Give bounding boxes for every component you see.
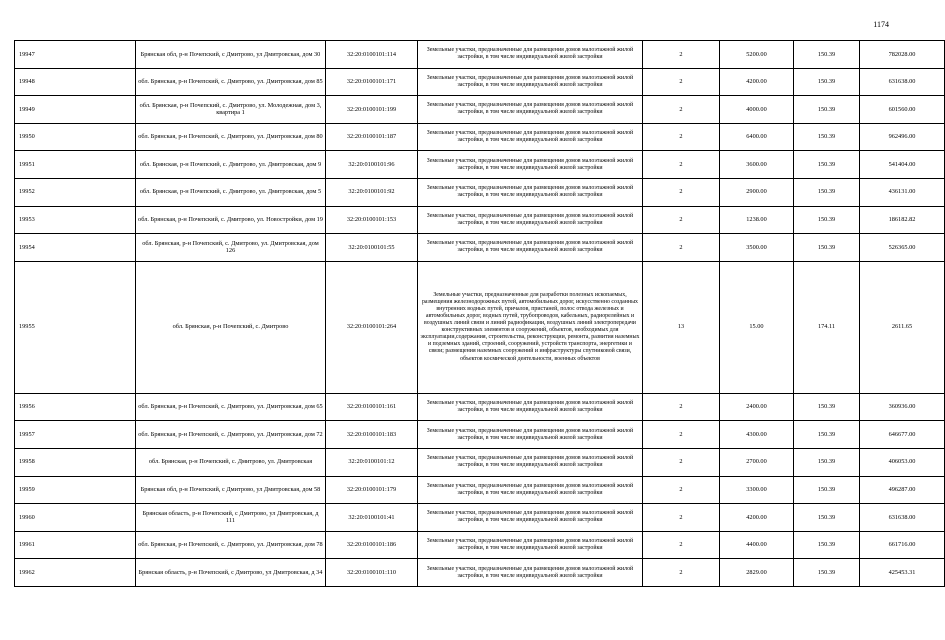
area-cell: 2700.00: [720, 448, 794, 476]
group-cell: 13: [643, 261, 720, 393]
group-cell: 2: [643, 393, 720, 421]
land-use-cell: Земельные участки, предназначенные для размещения домов малоэтажной жилой застройки, в том числе индивидуальной жилой застройки: [418, 123, 643, 151]
cadastral-value-cell: 186182.82: [860, 206, 945, 234]
cadastral-value-cell: 631638.00: [860, 68, 945, 96]
table-body: [15, 41, 945, 587]
land-use-cell: Земельные участки, предназначенные для размещения домов малоэтажной жилой застройки, в том числе индивидуальной жилой застройки: [418, 559, 643, 587]
address-cell: обл. Брянская, р-н Почепский, с. Дмитрово, ул. Дмитровская, дом 85: [136, 68, 326, 96]
land-use-cell: Земельные участки, предназначенные для размещения домов малоэтажной жилой застройки, в том числе индивидуальной жилой застройки: [418, 206, 643, 234]
table-row: [15, 68, 945, 96]
land-use-cell: Земельные участки, предназначенные для размещения домов малоэтажной жилой застройки, в том числе индивидуальной жилой застройки: [418, 476, 643, 504]
address-cell: Брянская обл, р-н Почепский, с Дмитрово, ул Дмитровская, дом 30: [136, 41, 326, 69]
group-cell: 2: [643, 206, 720, 234]
cadastral-value-cell: 646677.00: [860, 421, 945, 449]
cadastral-number-cell: 32:20:0100101:55: [326, 234, 418, 262]
area-cell: 5200.00: [720, 41, 794, 69]
address-cell: обл. Брянская, р-н Почепский, с. Дмитрово, ул. Молодежная, дом 3, квартира 1: [136, 96, 326, 124]
row-number-cell: 19952: [15, 178, 136, 206]
address-cell: обл. Брянская, р-н Почепский, с. Дмитрово, ул. Дмитровская, дом 78: [136, 531, 326, 559]
cadastral-value-cell: 631638.00: [860, 504, 945, 532]
specific-value-cell: 150.39: [794, 559, 860, 587]
group-cell: 2: [643, 123, 720, 151]
group-cell: 2: [643, 178, 720, 206]
cadastral-value-cell: 526365.00: [860, 234, 945, 262]
cadastral-number-cell: 32:20:0100101:110: [326, 559, 418, 587]
table-row: [15, 41, 945, 69]
area-cell: 2900.00: [720, 178, 794, 206]
table-row: [15, 504, 945, 532]
row-number-cell: 19958: [15, 448, 136, 476]
page-number: 1174: [873, 20, 889, 29]
table-row: [15, 559, 945, 587]
specific-value-cell: 150.39: [794, 448, 860, 476]
table-row: [15, 96, 945, 124]
land-use-cell: Земельные участки, предназначенные для размещения домов малоэтажной жилой застройки, в том числе индивидуальной жилой застройки: [418, 393, 643, 421]
land-use-cell: Земельные участки, предназначенные для размещения домов малоэтажной жилой застройки, в том числе индивидуальной жилой застройки: [418, 151, 643, 179]
area-cell: 1238.00: [720, 206, 794, 234]
cadastral-value-cell: 782028.00: [860, 41, 945, 69]
table-row: [15, 476, 945, 504]
cadastral-value-cell: 406053.00: [860, 448, 945, 476]
table-row: [15, 151, 945, 179]
area-cell: 2400.00: [720, 393, 794, 421]
land-use-cell: Земельные участки, предназначенные для размещения домов малоэтажной жилой застройки, в том числе индивидуальной жилой застройки: [418, 421, 643, 449]
land-use-cell: Земельные участки, предназначенные для размещения домов малоэтажной жилой застройки, в том числе индивидуальной жилой застройки: [418, 96, 643, 124]
cadastral-value-cell: 541404.00: [860, 151, 945, 179]
area-cell: 4200.00: [720, 68, 794, 96]
table-row: [15, 234, 945, 262]
address-cell: обл. Брянская, р-н Почепский, с. Дмитрово, ул. Дмитровская, дом 126: [136, 234, 326, 262]
row-number-cell: 19951: [15, 151, 136, 179]
address-cell: обл. Брянская, р-н Почепский, с. Дмитрово, ул. Дмитровская, дом 65: [136, 393, 326, 421]
area-cell: 2829.00: [720, 559, 794, 587]
area-cell: 6400.00: [720, 123, 794, 151]
specific-value-cell: 150.39: [794, 41, 860, 69]
address-cell: обл. Брянская, р-н Почепский, с. Дмитрово, ул. Новостройки, дом 19: [136, 206, 326, 234]
cadastral-number-cell: 32:20:0100101:187: [326, 123, 418, 151]
land-use-cell: Земельные участки, предназначенные для размещения домов малоэтажной жилой застройки, в том числе индивидуальной жилой застройки: [418, 234, 643, 262]
cadastral-value-cell: 360936.00: [860, 393, 945, 421]
row-number-cell: 19949: [15, 96, 136, 124]
group-cell: 2: [643, 476, 720, 504]
cadastral-number-cell: 32:20:0100101:92: [326, 178, 418, 206]
cadastral-number-cell: 32:20:0100101:96: [326, 151, 418, 179]
specific-value-cell: 150.39: [794, 151, 860, 179]
cadastral-number-cell: 32:20:0100101:171: [326, 68, 418, 96]
address-cell: обл. Брянская, р-н Почепский, с. Дмитрово, ул. Дмитровская, дом 72: [136, 421, 326, 449]
land-use-cell: Земельные участки, предназначенные для размещения домов малоэтажной жилой застройки, в том числе индивидуальной жилой застройки: [418, 448, 643, 476]
cadastral-number-cell: 32:20:0100101:114: [326, 41, 418, 69]
specific-value-cell: 150.39: [794, 504, 860, 532]
row-number-cell: 19955: [15, 261, 136, 393]
cadastral-number-cell: 32:20:0100101:179: [326, 476, 418, 504]
cadastral-value-cell: 496287.00: [860, 476, 945, 504]
group-cell: 2: [643, 559, 720, 587]
address-cell: Брянская обл, р-н Почепский, с Дмитрово, ул Дмитровская, дом 58: [136, 476, 326, 504]
cadastral-value-cell: 601560.00: [860, 96, 945, 124]
address-cell: Брянская область, р-н Почепский, с Дмитрово, ул Дмитровская, д 34: [136, 559, 326, 587]
group-cell: 2: [643, 504, 720, 532]
group-cell: 2: [643, 68, 720, 96]
specific-value-cell: 174.11: [794, 261, 860, 393]
cadastral-number-cell: 32:20:0100101:186: [326, 531, 418, 559]
area-cell: 15.00: [720, 261, 794, 393]
row-number-cell: 19962: [15, 559, 136, 587]
specific-value-cell: 150.39: [794, 96, 860, 124]
cadastral-number-cell: 32:20:0100101:161: [326, 393, 418, 421]
cadastral-number-cell: 32:20:0100101:183: [326, 421, 418, 449]
cadastral-number-cell: 32:20:0100101:264: [326, 261, 418, 393]
specific-value-cell: 150.39: [794, 476, 860, 504]
address-cell: обл. Брянская, р-н Почепский, с. Дмитрово, ул. Дмитровская, дом 5: [136, 178, 326, 206]
cadastral-number-cell: 32:20:0100101:41: [326, 504, 418, 532]
land-use-cell: Земельные участки, предназначенные для размещения домов малоэтажной жилой застройки, в том числе индивидуальной жилой застройки: [418, 178, 643, 206]
specific-value-cell: 150.39: [794, 234, 860, 262]
cadastral-number-cell: 32:20:0100101:12: [326, 448, 418, 476]
specific-value-cell: 150.39: [794, 178, 860, 206]
cadastral-value-table: [14, 40, 945, 587]
row-number-cell: 19957: [15, 421, 136, 449]
address-cell: обл. Брянская, р-н Почепский, с. Дмитрово, ул. Дмитровская, дом 9: [136, 151, 326, 179]
group-cell: 2: [643, 96, 720, 124]
area-cell: 4200.00: [720, 504, 794, 532]
row-number-cell: 19960: [15, 504, 136, 532]
table-row: [15, 123, 945, 151]
cadastral-value-cell: 2611.65: [860, 261, 945, 393]
land-use-cell: Земельные участки, предназначенные для размещения домов малоэтажной жилой застройки, в том числе индивидуальной жилой застройки: [418, 531, 643, 559]
area-cell: 4300.00: [720, 421, 794, 449]
row-number-cell: 19948: [15, 68, 136, 96]
table-row: [15, 178, 945, 206]
row-number-cell: 19953: [15, 206, 136, 234]
specific-value-cell: 150.39: [794, 531, 860, 559]
table-row: [15, 206, 945, 234]
area-cell: 4000.00: [720, 96, 794, 124]
cadastral-value-cell: 661716.00: [860, 531, 945, 559]
specific-value-cell: 150.39: [794, 421, 860, 449]
row-number-cell: 19961: [15, 531, 136, 559]
group-cell: 2: [643, 531, 720, 559]
area-cell: 4400.00: [720, 531, 794, 559]
specific-value-cell: 150.39: [794, 206, 860, 234]
address-cell: обл. Брянская, р-н Почепский, с. Дмитрово: [136, 261, 326, 393]
area-cell: 3600.00: [720, 151, 794, 179]
row-number-cell: 19950: [15, 123, 136, 151]
address-cell: Брянская область, р-н Почепский, с Дмитрово, ул Дмитровская, д 111: [136, 504, 326, 532]
cadastral-value-cell: 962496.00: [860, 123, 945, 151]
cadastral-value-cell: 425453.31: [860, 559, 945, 587]
address-cell: обл. Брянская, р-н Почепский, с. Дмитрово, ул. Дмитровская, дом 80: [136, 123, 326, 151]
table-row: [15, 421, 945, 449]
group-cell: 2: [643, 41, 720, 69]
area-cell: 3300.00: [720, 476, 794, 504]
cadastral-number-cell: 32:20:0100101:153: [326, 206, 418, 234]
group-cell: 2: [643, 448, 720, 476]
land-use-cell: Земельные участки, предназначенные для размещения домов малоэтажной жилой застройки, в том числе индивидуальной жилой застройки: [418, 68, 643, 96]
row-number-cell: 19954: [15, 234, 136, 262]
row-number-cell: 19947: [15, 41, 136, 69]
row-number-cell: 19956: [15, 393, 136, 421]
specific-value-cell: 150.39: [794, 393, 860, 421]
land-use-cell: Земельные участки, предназначенные для размещения домов малоэтажной жилой застройки, в том числе индивидуальной жилой застройки: [418, 504, 643, 532]
specific-value-cell: 150.39: [794, 68, 860, 96]
cadastral-number-cell: 32:20:0100101:199: [326, 96, 418, 124]
table-row: [15, 393, 945, 421]
table-row: [15, 448, 945, 476]
cadastral-value-cell: 436131.00: [860, 178, 945, 206]
address-cell: обл. Брянская, р-н Почепский, с. Дмитрово, ул. Дмитровская: [136, 448, 326, 476]
group-cell: 2: [643, 151, 720, 179]
land-use-cell: Земельные участки, предназначенные для разработки полезных ископаемых, размещения железнодорожных путей, автомобильных дорог, искусственно созданных внутренних водных путей, причалов, пристаней, полос отвода железных и автомобильных дорог, водных путей, трубопроводов, кабельных, радиорелейных и воздушных линий связи и линий радиофикации, воздушных линий электропередачи конструктивных элементов и сооружений, объектов, необходимых для эксплуатации,содержания, строительства, реконструкции, ремонта, развития наземных и подземных зданий, строений, сооружений, устройств транспорта, энергетики и связи; размещения наземных сооружений и инфраструктуры спутниковой связи, объектов космической деятельности, военных объектов: [418, 261, 643, 393]
specific-value-cell: 150.39: [794, 123, 860, 151]
land-use-cell: Земельные участки, предназначенные для размещения домов малоэтажной жилой застройки, в том числе индивидуальной жилой застройки: [418, 41, 643, 69]
group-cell: 2: [643, 234, 720, 262]
group-cell: 2: [643, 421, 720, 449]
table-row: [15, 261, 945, 393]
table-row: [15, 531, 945, 559]
row-number-cell: 19959: [15, 476, 136, 504]
area-cell: 3500.00: [720, 234, 794, 262]
